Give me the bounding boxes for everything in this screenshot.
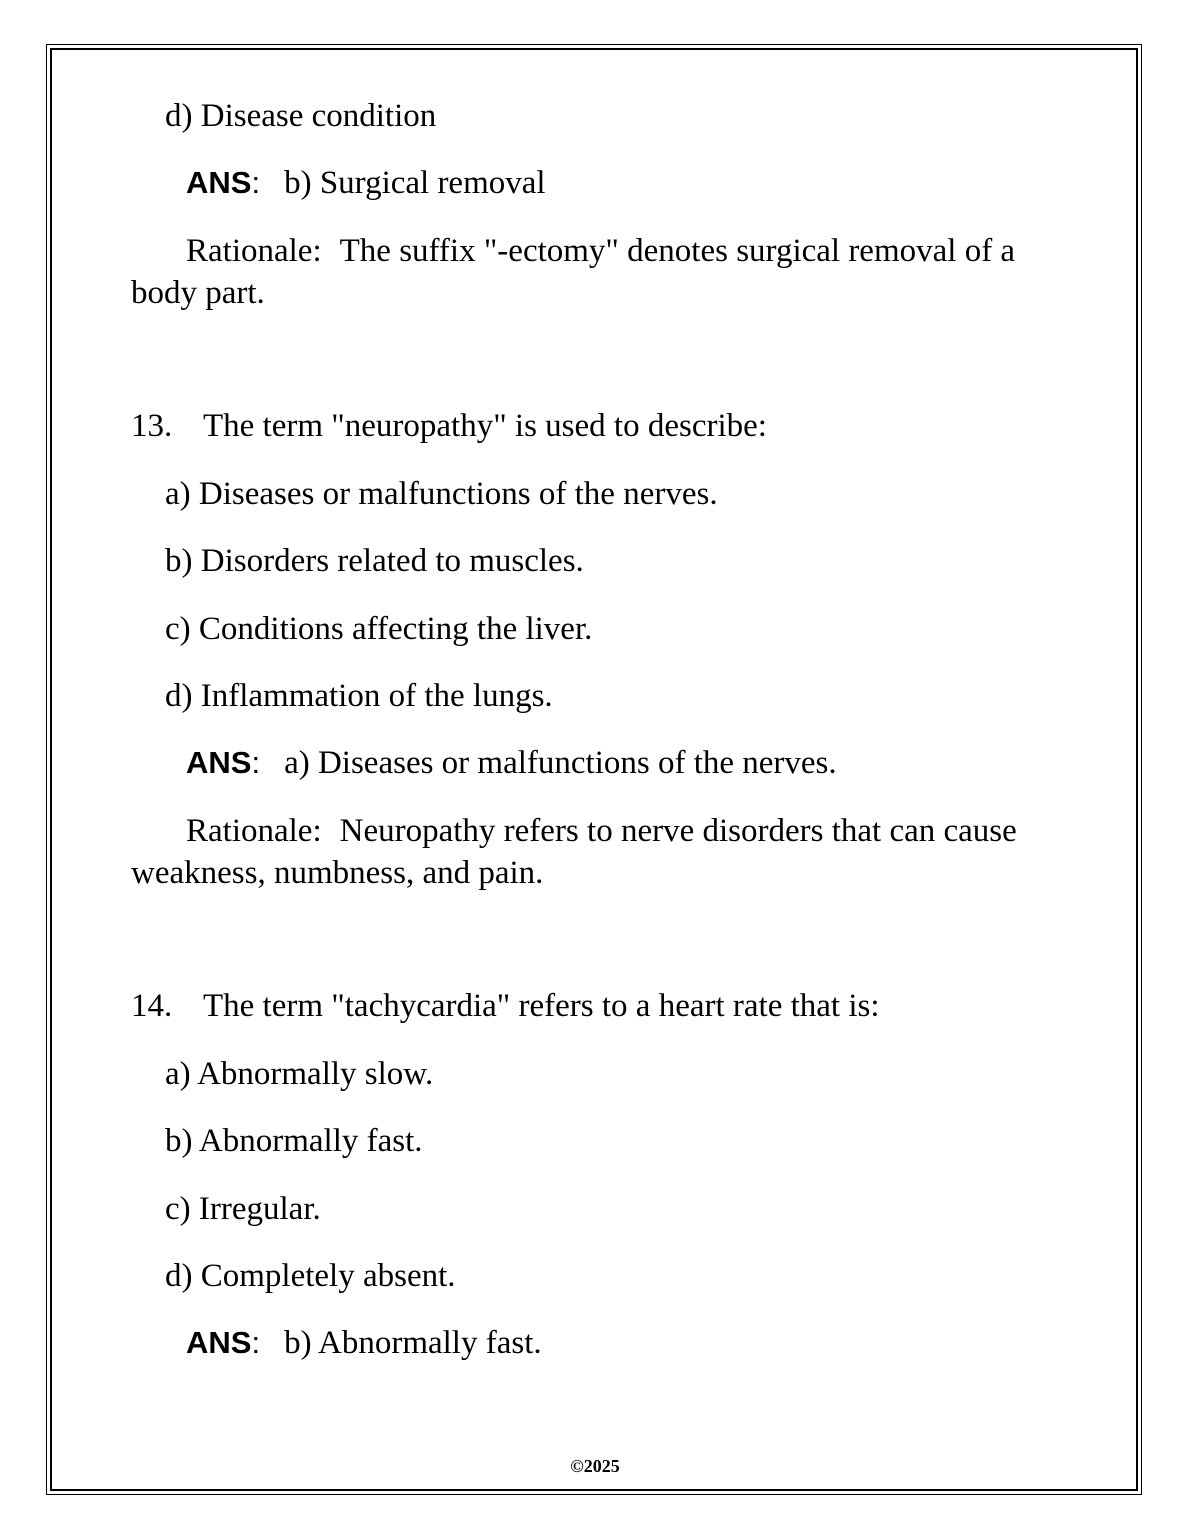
q14-number: 14. [131, 988, 173, 1024]
q13-stem [131, 405, 767, 447]
q12-answer-text: b) Surgical removal [284, 165, 546, 201]
ans-label: ANS [186, 165, 252, 200]
q13-rationale [131, 810, 1071, 894]
ans-colon: : [251, 165, 261, 200]
copyright-footer: ©2025 [570, 1456, 620, 1476]
q14-answer [186, 1322, 542, 1364]
rationale-label: Rationale: [186, 233, 322, 269]
q13-option-a: a) Diseases or malfunctions of the nerves. [165, 476, 718, 512]
q13-number: 13. [131, 408, 173, 444]
q14-text: The term "tachycardia" refers to a heart rate that is: [203, 988, 880, 1024]
q12-rationale-text: The suffix "-ectomy" denotes surgical removal of a body part. [131, 233, 1016, 311]
q14-option-c: c) Irregular. [165, 1191, 321, 1227]
q13-option-b: b) Disorders related to muscles. [165, 543, 584, 579]
q13-rationale-text: Neuropathy refers to nerve disorders that can cause weakness, numbness, and pain. [131, 813, 1017, 891]
ans-colon: : [251, 1325, 261, 1360]
q14-option-a: a) Abnormally slow. [165, 1056, 434, 1092]
ans-label: ANS [186, 1325, 252, 1360]
ans-label: ANS [186, 745, 252, 780]
rationale-label: Rationale: [186, 813, 322, 849]
q13-text: The term "neuropathy" is used to describe: [203, 408, 767, 444]
q14-stem [131, 985, 880, 1027]
q14-option-d: d) Completely absent. [165, 1258, 456, 1294]
q12-option-d: d) Disease condition [165, 98, 437, 134]
q13-option-c: c) Conditions affecting the liver. [165, 611, 593, 647]
q14-option-b: b) Abnormally fast. [165, 1123, 423, 1159]
ans-colon: : [251, 745, 261, 780]
q13-option-d: d) Inflammation of the lungs. [165, 678, 553, 714]
q14-answer-text: b) Abnormally fast. [284, 1325, 542, 1361]
q12-rationale [131, 230, 1071, 314]
q13-answer-text: a) Diseases or malfunctions of the nerves. [284, 745, 837, 781]
q12-answer [186, 162, 546, 204]
q13-answer [186, 742, 837, 784]
